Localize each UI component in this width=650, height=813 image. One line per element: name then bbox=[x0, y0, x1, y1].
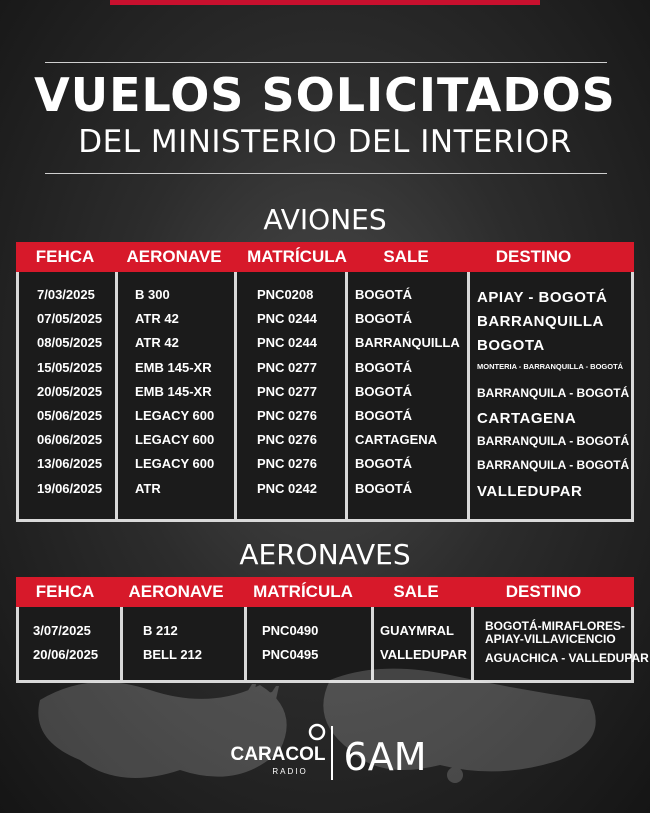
header-sale: SALE bbox=[393, 582, 439, 601]
top-accent-bar bbox=[110, 0, 540, 5]
cell-matricula: PNC0490 bbox=[262, 623, 319, 638]
column-divider bbox=[467, 272, 470, 519]
cell-aeronave: ATR bbox=[135, 480, 161, 496]
cell-matricula: PNC 0277 bbox=[257, 383, 317, 399]
cell-destino: BARRANQUILA - BOGOTÁ bbox=[477, 458, 630, 473]
cell-fecha: 20/05/2025 bbox=[37, 383, 103, 399]
cell-sale: BOGOTÁ bbox=[355, 359, 413, 375]
title-rule-bottom bbox=[45, 173, 607, 174]
cell-destino: BOGOTA bbox=[477, 337, 545, 355]
cell-sale: GUAYMRAL bbox=[380, 623, 454, 638]
cell-matricula: PNC 0276 bbox=[257, 456, 317, 472]
logo-brand: CARACOL bbox=[230, 744, 326, 765]
cell-destino: APIAY-VILLAVICENCIO bbox=[485, 632, 616, 646]
cell-aeronave: BELL 212 bbox=[143, 647, 203, 662]
cell-aeronave: B 300 bbox=[135, 287, 170, 302]
cell-fecha: 19/06/2025 bbox=[37, 480, 103, 496]
aviones-table-header bbox=[16, 242, 634, 272]
cell-aeronave: EMB 145-XR bbox=[135, 383, 212, 399]
column-divider bbox=[345, 272, 348, 519]
logo-sub: RADIO bbox=[272, 767, 308, 776]
cell-destino: MONTERIA - BARRANQUILLA - BOGOTÁ bbox=[477, 361, 624, 371]
cell-destino: CARTAGENA bbox=[477, 410, 577, 427]
cell-sale: BARRANQUILLA bbox=[355, 335, 460, 351]
header-matricula: MATRÍCULA bbox=[253, 582, 353, 601]
cell-destino: BARRANQUILA - BOGOTÁ bbox=[477, 434, 630, 449]
cell-destino: BOGOTÁ-MIRAFLORES- bbox=[485, 619, 625, 633]
aviones-table bbox=[16, 242, 634, 524]
cell-fecha: 20/06/2025 bbox=[33, 647, 99, 662]
cell-sale: BOGOTÁ bbox=[355, 480, 413, 496]
section-title-aviones: AVIONES bbox=[263, 203, 387, 236]
header-aeronave: AERONAVE bbox=[128, 582, 224, 601]
cell-aeronave: ATR 42 bbox=[135, 311, 179, 327]
cell-sale: BOGOTÁ bbox=[355, 408, 413, 423]
column-divider bbox=[115, 272, 118, 519]
title-rule-top bbox=[45, 62, 607, 63]
header-matricula: MATRÍCULA bbox=[247, 247, 347, 266]
cell-matricula: PNC 0244 bbox=[257, 335, 317, 351]
header-sale: SALE bbox=[383, 247, 429, 266]
cell-matricula: PNC 0242 bbox=[257, 480, 317, 496]
column-divider bbox=[234, 272, 237, 519]
logo-divider bbox=[331, 726, 333, 780]
cell-fecha: 7/03/2025 bbox=[37, 287, 95, 302]
aviones-table-body bbox=[16, 272, 634, 522]
aeronaves-table-header bbox=[16, 577, 634, 607]
cell-sale: BOGOTÁ bbox=[355, 383, 413, 399]
header-aeronave: AERONAVE bbox=[126, 247, 222, 266]
cell-aeronave: B 212 bbox=[143, 623, 178, 638]
page-subtitle: DEL MINISTERIO DEL INTERIOR bbox=[78, 124, 572, 160]
page-title: VUELOS SOLICITADOS bbox=[34, 68, 616, 122]
cell-matricula: PNC 0276 bbox=[257, 432, 317, 448]
cell-fecha: 15/05/2025 bbox=[37, 359, 103, 375]
header-fecha: FEHCA bbox=[35, 582, 95, 601]
cell-matricula: PNC0495 bbox=[262, 647, 319, 662]
cell-aeronave: EMB 145-XR bbox=[135, 359, 212, 375]
cell-matricula: PNC 0244 bbox=[257, 311, 317, 327]
section-title-aeronaves: AERONAVES bbox=[239, 538, 411, 571]
cell-fecha: 3/07/2025 bbox=[33, 623, 91, 638]
logo-show: 6AM bbox=[343, 735, 427, 779]
cell-matricula: PNC0208 bbox=[257, 287, 314, 302]
cell-destino: BARRANQUILLA bbox=[477, 313, 604, 331]
cell-fecha: 13/06/2025 bbox=[37, 456, 103, 472]
cell-aeronave: LEGACY 600 bbox=[135, 432, 215, 448]
cell-aeronave: ATR 42 bbox=[135, 335, 179, 351]
cell-matricula: PNC 0277 bbox=[257, 359, 317, 375]
cell-sale: BOGOTÁ bbox=[355, 456, 413, 472]
cell-destino: VALLEDUPAR bbox=[477, 482, 583, 500]
cell-sale: BOGOTÁ bbox=[355, 287, 413, 302]
cell-fecha: 07/05/2025 bbox=[37, 311, 103, 327]
cell-sale: VALLEDUPAR bbox=[380, 647, 467, 662]
cell-fecha: 06/06/2025 bbox=[37, 432, 103, 448]
cell-aeronave: LEGACY 600 bbox=[135, 456, 215, 472]
cell-matricula: PNC 0276 bbox=[257, 408, 317, 423]
cell-destino: BARRANQUILA - BOGOTÁ bbox=[477, 385, 630, 400]
header-destino: DESTINO bbox=[505, 582, 582, 601]
cell-sale: BOGOTÁ bbox=[355, 311, 413, 327]
cell-aeronave: LEGACY 600 bbox=[135, 408, 215, 423]
cell-destino: AGUACHICA - VALLEDUPAR bbox=[485, 651, 649, 665]
caracol-6am-logo bbox=[0, 720, 650, 790]
header-fecha: FEHCA bbox=[35, 247, 95, 266]
cell-sale: CARTAGENA bbox=[355, 432, 438, 448]
header-destino: DESTINO bbox=[495, 247, 572, 266]
cell-fecha: 05/06/2025 bbox=[37, 408, 103, 423]
cell-destino: APIAY - BOGOTÁ bbox=[477, 289, 608, 306]
caracol-circle-icon bbox=[310, 725, 324, 739]
cell-fecha: 08/05/2025 bbox=[37, 335, 103, 351]
